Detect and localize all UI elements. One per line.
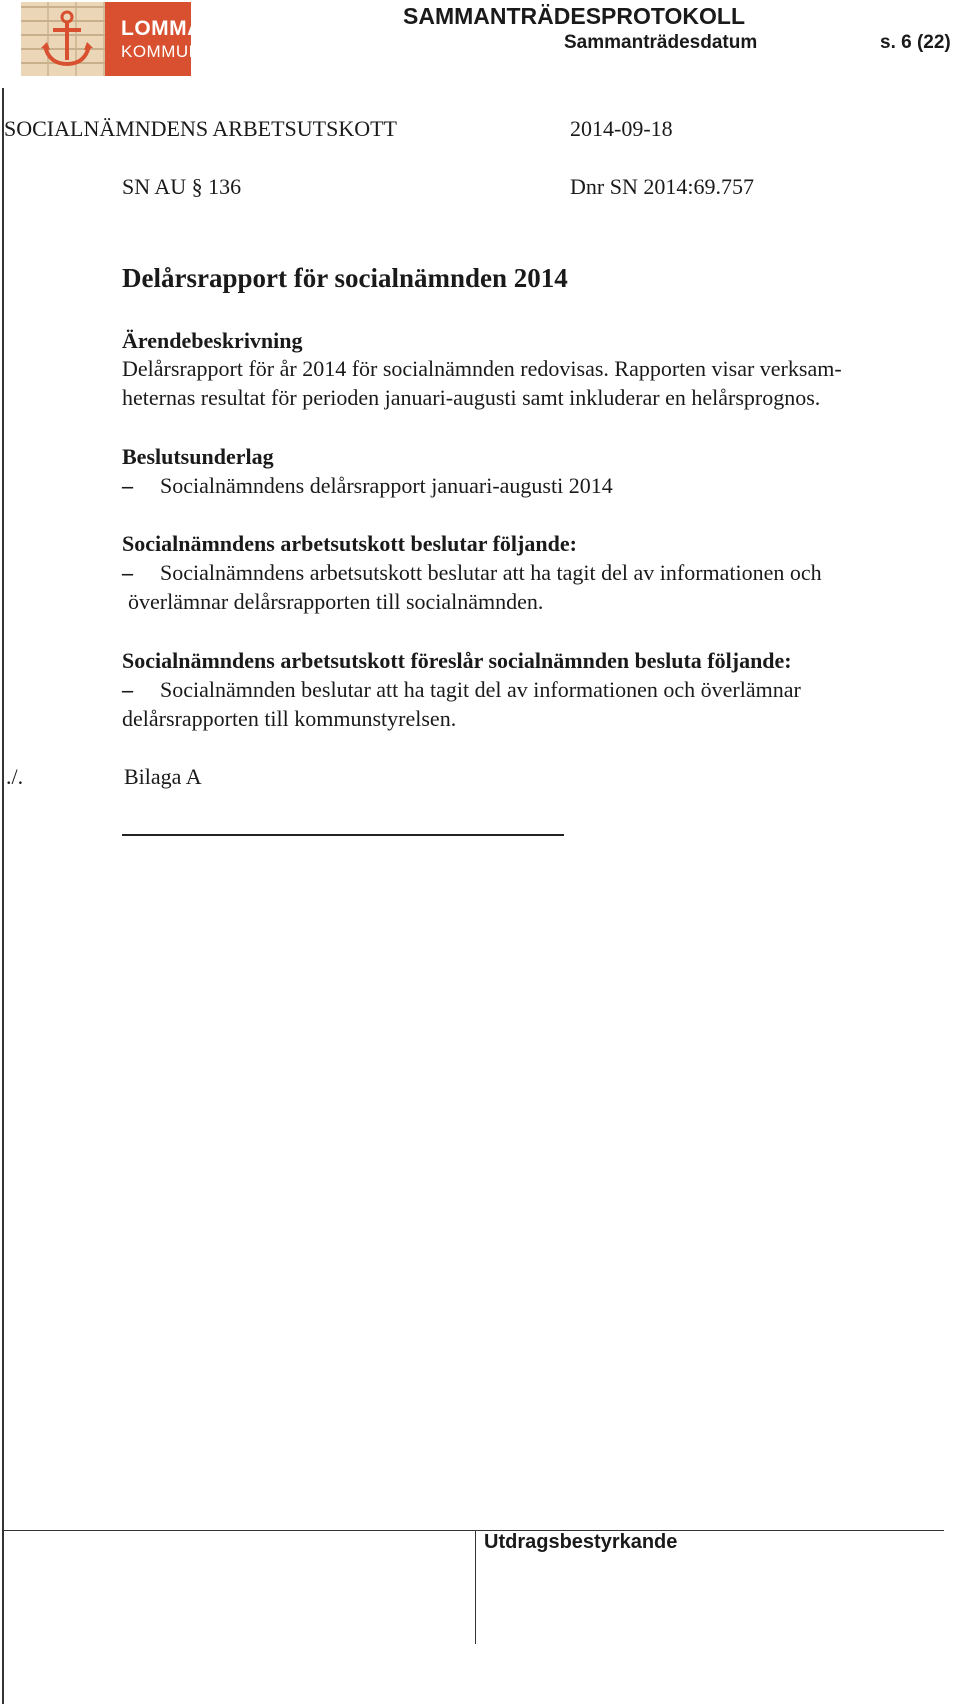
proposal-text-line: delårsrapporten till kommunstyrelsen. — [122, 706, 457, 731]
description-heading: Ärendebeskrivning — [122, 328, 303, 353]
meeting-date: 2014-09-18 — [570, 116, 673, 141]
certification-label: Utdragsbestyrkande — [484, 1531, 678, 1553]
list-dash: – — [122, 677, 133, 702]
decision-text-line: Socialnämndens arbetsutskott beslutar att ha tagit del av informationen och — [160, 560, 822, 585]
logo-text-kommun: KOMMUN — [121, 42, 202, 61]
document-type-title: SAMMANTRÄDESPROTOKOLL — [403, 3, 746, 29]
basis-heading: Beslutsunderlag — [122, 444, 274, 469]
registration-number: Dnr SN 2014:69.757 — [570, 174, 754, 199]
page-number: s. 6 (22) — [880, 32, 951, 53]
description-text-line: Delårsrapport för år 2014 för socialnämnden redovisas. Rapporten visar verksam- — [122, 356, 842, 381]
separator-line — [122, 834, 564, 836]
list-dash: – — [122, 560, 133, 585]
lomma-kommun-logo — [21, 2, 203, 76]
anchor-icon — [37, 8, 97, 72]
attachment-label: Bilaga A — [124, 764, 202, 789]
decision-heading: Socialnämndens arbetsutskott beslutar följande: — [122, 531, 577, 556]
logo-text-lomma: LOMMA — [121, 17, 203, 40]
proposal-heading: Socialnämndens arbetsutskott föreslår socialnämnden besluta följande: — [122, 648, 792, 673]
proposal-text-line: Socialnämnden beslutar att ha tagit del av informationen och överlämnar — [160, 677, 801, 702]
meeting-date-label: Sammanträdesdatum — [564, 32, 758, 53]
footer-rule — [4, 1530, 944, 1531]
section-number: SN AU § 136 — [122, 174, 242, 199]
footer-divider — [475, 1530, 476, 1644]
basis-item: Socialnämndens delårsrapport januari-augusti 2014 — [160, 473, 613, 498]
left-margin-rule — [2, 88, 4, 1704]
description-text-line: heternas resultat för perioden januari-augusti samt inkluderar en helårsprognos. — [122, 385, 821, 410]
committee-name: SOCIALNÄMNDENS ARBETSUTSKOTT — [4, 116, 397, 141]
page-title: Delårsrapport för socialnämnden 2014 — [122, 263, 568, 293]
list-dash: – — [122, 473, 133, 498]
decision-text-line: överlämnar delårsrapporten till socialnämnden. — [128, 589, 544, 614]
attachment-marker: ./. — [6, 764, 24, 789]
